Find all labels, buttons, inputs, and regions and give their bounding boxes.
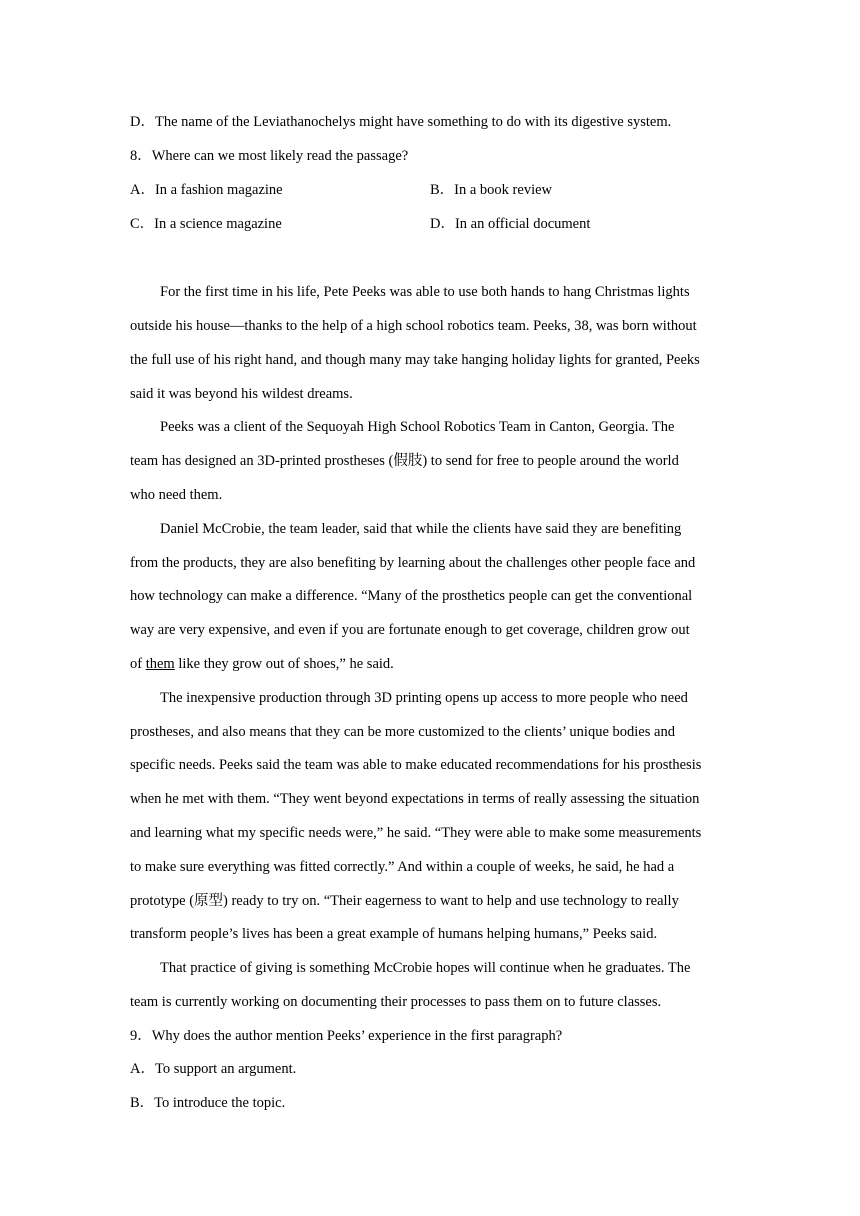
- p2-line-1: Peeks was a client of the Sequoyah High School Robotics Team in Canton, Georgia. The: [160, 419, 675, 435]
- q8-option-a: A．In a fashion magazine: [130, 182, 283, 198]
- q8-option-c: C．In a science magazine: [130, 216, 282, 232]
- p3-text-before: of: [130, 656, 146, 672]
- p3-line-2: from the products, they are also benefiting by learning about the challenges other people face and: [130, 555, 696, 571]
- p3-text-after: like they grow out of shoes,” he said.: [174, 656, 394, 672]
- p2-line-3: who need them.: [130, 487, 223, 503]
- p4-line-1: The inexpensive production through 3D printing opens up access to more people who need: [160, 690, 688, 706]
- p2-line-2: team has designed an 3D-printed prostheses (假肢) to send for free to people around the world: [130, 453, 679, 469]
- p3-line-4: way are very expensive, and even if you are fortunate enough to get coverage, children grow out: [130, 622, 690, 638]
- p4-line-4: when he met with them. “They went beyond expectations in terms of really assessing the situation: [130, 791, 700, 807]
- q8-question: 8．Where can we most likely read the passage?: [130, 148, 409, 164]
- underlined-word-them: them: [145, 656, 175, 672]
- q8-option-b: B．In a book review: [430, 182, 553, 198]
- p4-line-6: to make sure everything was fitted correctly.” And within a couple of weeks, he said, he had a: [130, 859, 675, 875]
- p4-line-5: and learning what my specific needs were,” he said. “They were able to make some measurements: [130, 825, 702, 841]
- q9-option-b: B．To introduce the topic.: [130, 1095, 286, 1111]
- p3-line-1: Daniel McCrobie, the team leader, said that while the clients have said they are benefiting: [160, 521, 682, 537]
- q7-option-d: D．The name of the Leviathanochelys might have something to do with its digestive system.: [130, 114, 672, 130]
- p4-line-7: prototype (原型) ready to try on. “Their eagerness to want to help and use technology to really: [130, 893, 679, 909]
- p4-line-2: prostheses, and also means that they can be more customized to the clients’ unique bodies and: [130, 724, 675, 740]
- p5-line-1: That practice of giving is something McCrobie hopes will continue when he graduates. The: [160, 960, 691, 976]
- p3-line-5: [130, 654, 394, 674]
- p3-line-3: how technology can make a difference. “Many of the prosthetics people can get the conventional: [130, 588, 693, 604]
- p4-line-8: transform people’s lives has been a great example of humans helping humans,” Peeks said.: [130, 926, 658, 942]
- p1-line-2: outside his house—thanks to the help of a high school robotics team. Peeks, 38, was born without: [130, 318, 697, 334]
- q9-option-a: A．To support an argument.: [130, 1061, 297, 1077]
- q9-question: 9．Why does the author mention Peeks’ experience in the first paragraph?: [130, 1028, 563, 1044]
- p1-line-3: the full use of his right hand, and though many may take hanging holiday lights for granted, Peeks: [130, 352, 700, 368]
- p1-line-4: said it was beyond his wildest dreams.: [130, 386, 353, 402]
- p4-line-3: specific needs. Peeks said the team was able to make educated recommendations for his prosthesis: [130, 757, 702, 773]
- q8-option-d: D．In an official document: [430, 216, 591, 232]
- p1-line-1: For the first time in his life, Pete Peeks was able to use both hands to hang Christmas lights: [160, 284, 690, 300]
- p5-line-2: team is currently working on documenting their processes to pass them on to future classes.: [130, 994, 662, 1010]
